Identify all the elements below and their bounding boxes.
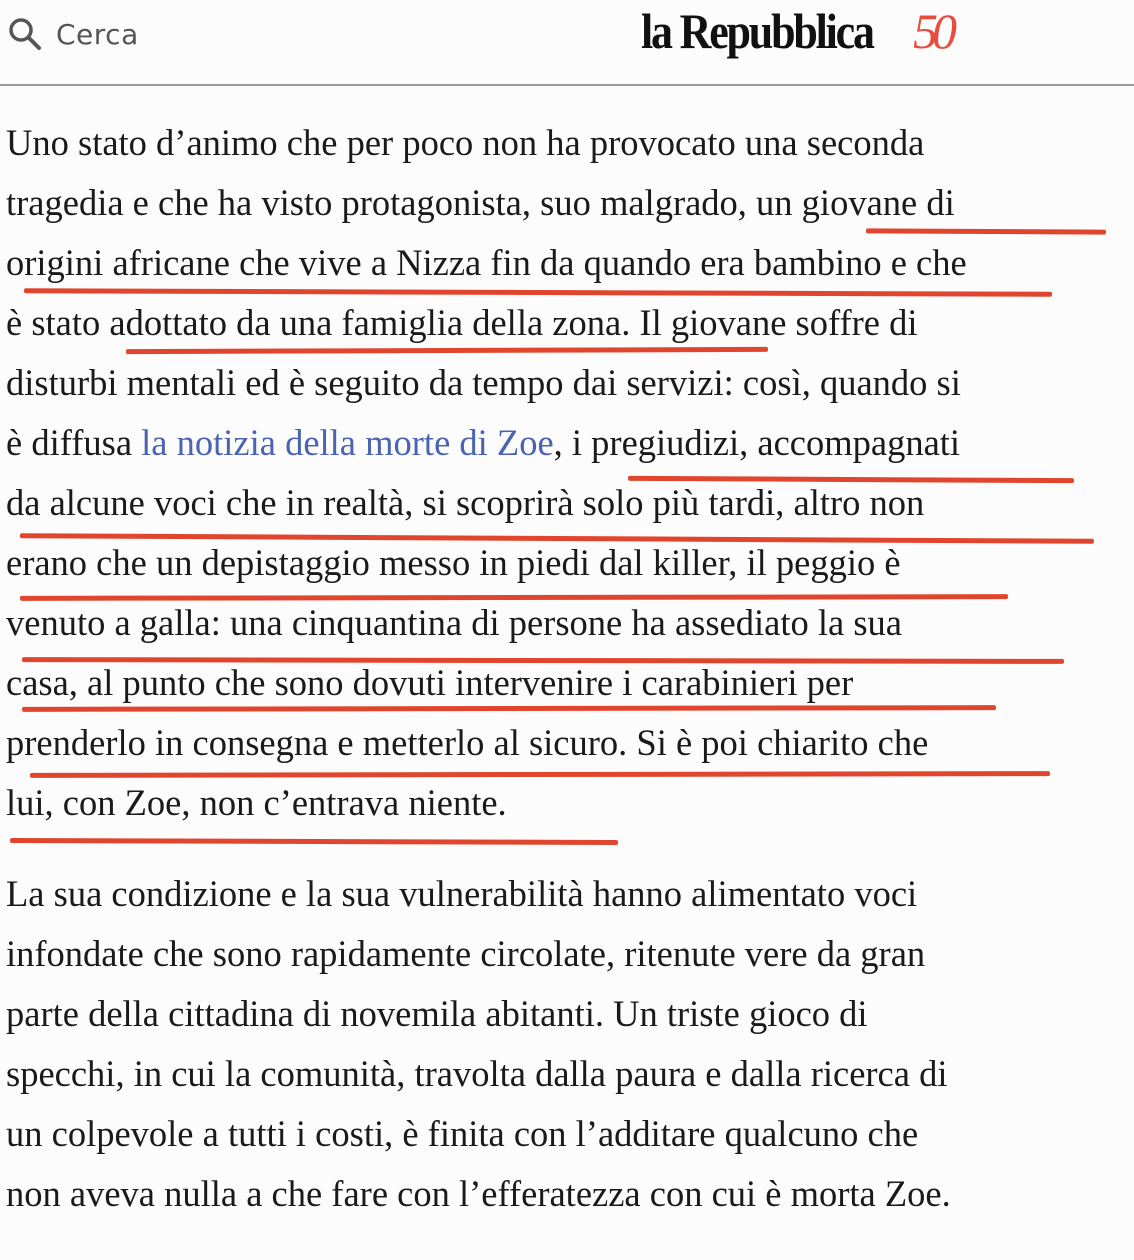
- text-line: da alcune voci che in realtà, si scoprirà solo più tardi, altro non: [6, 482, 925, 523]
- text-line: casa, al punto che sono dovuti intervenire i carabinieri per: [6, 662, 854, 703]
- site-logo[interactable]: [641, 2, 951, 66]
- text-line: è stato adottato da una famiglia della zona. Il giovane soffre di: [6, 302, 918, 343]
- text-line: tragedia e che ha visto protagonista, suo malgrado, un giovane di: [6, 182, 955, 223]
- text-line: lui, con Zoe, non c’entrava niente.: [6, 782, 507, 823]
- top-bar: [0, 0, 1134, 86]
- text-line: disturbi mentali ed è seguito da tempo dai servizi: così, quando si: [6, 362, 961, 403]
- text-line: venuto a galla: una cinquantina di persone ha assediato la sua: [6, 602, 902, 643]
- highlight-stroke: [10, 838, 618, 845]
- text-line: [6, 413, 1132, 473]
- text-line: erano che un depistaggio messo in piedi dal killer, il peggio è: [6, 542, 901, 583]
- text-line: prenderlo in consegna e metterlo al sicuro. Si è poi chiarito che: [6, 722, 929, 763]
- article-link-morte-zoe[interactable]: la notizia della morte di Zoe: [141, 422, 554, 463]
- article-paragraph-1: [6, 113, 1132, 833]
- logo-anniversary-mark: 50: [913, 3, 951, 59]
- search-icon: [8, 17, 42, 51]
- text-line: Uno stato d’animo che per poco non ha provocato una seconda: [6, 122, 925, 163]
- text-line: infondate che sono rapidamente circolate, ritenute vere da gran: [6, 933, 926, 974]
- text-fragment: , i pregiudizi, accompagnati: [553, 422, 961, 463]
- text-line: origini africane che vive a Nizza fin da quando era bambino e che: [6, 242, 967, 283]
- article-paragraph-2: [6, 864, 1132, 1224]
- text-line: un colpevole a tutti i costi, è finita con l’additare qualcuno che: [6, 1113, 919, 1154]
- search-button[interactable]: [8, 14, 139, 54]
- text-line: La sua condizione e la sua vulnerabilità hanno alimentato voci: [6, 873, 918, 914]
- text-fragment: è diffusa: [6, 422, 142, 463]
- search-label: Cerca: [56, 17, 139, 51]
- text-line: non aveva nulla a che fare con l’efferatezza con cui è morta Zoe.: [6, 1173, 951, 1214]
- text-line: specchi, in cui la comunità, travolta dalla paura e dalla ricerca di: [6, 1053, 948, 1094]
- text-line: parte della cittadina di novemila abitanti. Un triste gioco di: [6, 993, 868, 1034]
- logo-wordmark: la Repubblica: [641, 3, 873, 59]
